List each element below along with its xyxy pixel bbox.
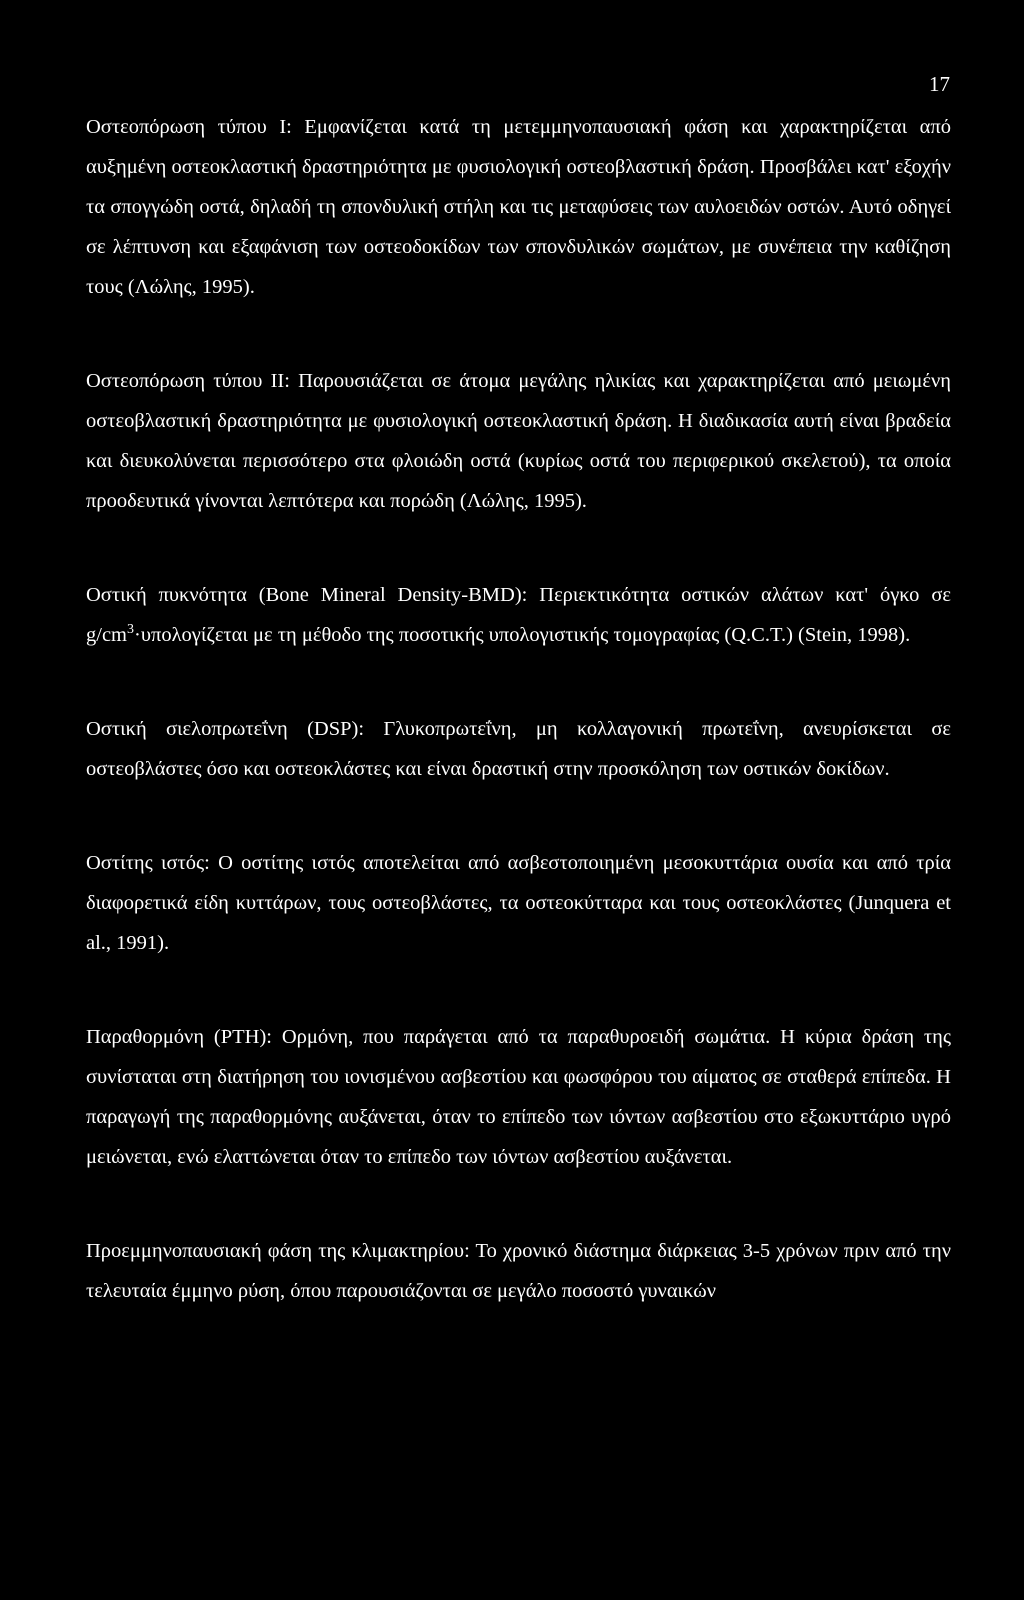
paragraph-premenopausal-phase: Προεμμηνοπαυσιακή φάση της κλιμακτηρίου: Το χρονικό διάστημα διάρκειας 3-5 χρόνων πριν από την τελευταία έμμηνο ρύση, όπου παρουσιάζονται σε μεγάλο ποσοστό γυναικών [86,1240,951,1302]
paragraph-osteoporosis-type-2: Οστεοπόρωση τύπου ΙΙ: Παρουσιάζεται σε άτομα μεγάλης ηλικίας και χαρακτηρίζεται από μειωμένη οστεοβλαστική δραστηριότητα με φυσιολογική οστεοκλαστική δράση. Η διαδικασία αυτή είναι βραδεία και διευκολύνεται περισσότερο στα φλοιώδη οστά (κυρίως οστά του περιφερικού σκελετού), τα οποία προοδευτικά γίνονται λεπτότερα και πορώδη (Λώλης, 1995). [86,370,951,512]
paragraph-bone-tissue: Οστίτης ιστός: Ο οστίτης ιστός αποτελείται από ασβεστοποιημένη μεσοκυττάρια ουσία και από τρία διαφορετικά είδη κυττάρων, τους οστεοβλάστες, τα οστεοκύτταρα και τους οστεοκλάστες (Junquera et al., 1991). [86,852,951,954]
paragraph-osteoporosis-type-1: Οστεοπόρωση τύπου Ι: Εμφανίζεται κατά τη μετεμμηνοπαυσιακή φάση και χαρακτηρίζεται από αυξημένη οστεοκλαστική δραστηριότητα με φυσιολογική οστεοβλαστική δράση. Προσβάλει κατ' εξοχήν τα σπογγώδη οστά, δηλαδή τη σπονδυλική στήλη και τις μεταφύσεις των αυλοειδών οστών. Αυτό οδηγεί σε λέπτυνση και εξαφάνιση των οστεοδοκίδων των σπονδυλικών σωμάτων, με συνέπεια την καθίζηση τους (Λώλης, 1995). [86,116,951,298]
paragraph-parathormone: Παραθορμόνη (PTH): Ορμόνη, που παράγεται από τα παραθυροειδή σωμάτια. Η κύρια δράση της συνίσταται στη διατήρηση του ιονισμένου ασβεστίου και φωσφόρου του αίματος σε σταθερά επίπεδα. Η παραγωγή της παραθορμόνης αυξάνεται, όταν το επίπεδο των ιόντων ασβεστίου στο εξωκυττάριο υγρό μειώνεται, ενώ ελαττώνεται όταν το επίπεδο των ιόντων ασβεστίου αυξάνεται. [86,1026,951,1168]
bmd-text-after: ·υπολογίζεται με τη μέθοδο της ποσοτικής υπολογιστικής τομογραφίας (Q.C.T.) (Stein, 1998). [134,624,911,646]
bmd-superscript: 3 [127,622,134,637]
document-body [86,107,951,1311]
page-number: 17 [929,72,950,96]
bmd-text-before: Οστική πυκνότητα (Bone Mineral Density-BMD): Περιεκτικότητα οστικών αλάτων κατ' όγκο σε g/cm [86,584,951,646]
paragraph-bone-mineral-density [86,575,951,655]
paragraph-bone-sialoprotein: Οστική σιελοπρωτεΐνη (DSP): Γλυκοπρωτεΐνη, μη κολλαγονική πρωτεΐνη, ανευρίσκεται σε οστεοβλάστες όσο και οστεοκλάστες και είναι δραστική στην προσκόληση των οστικών δοκίδων. [86,718,951,780]
